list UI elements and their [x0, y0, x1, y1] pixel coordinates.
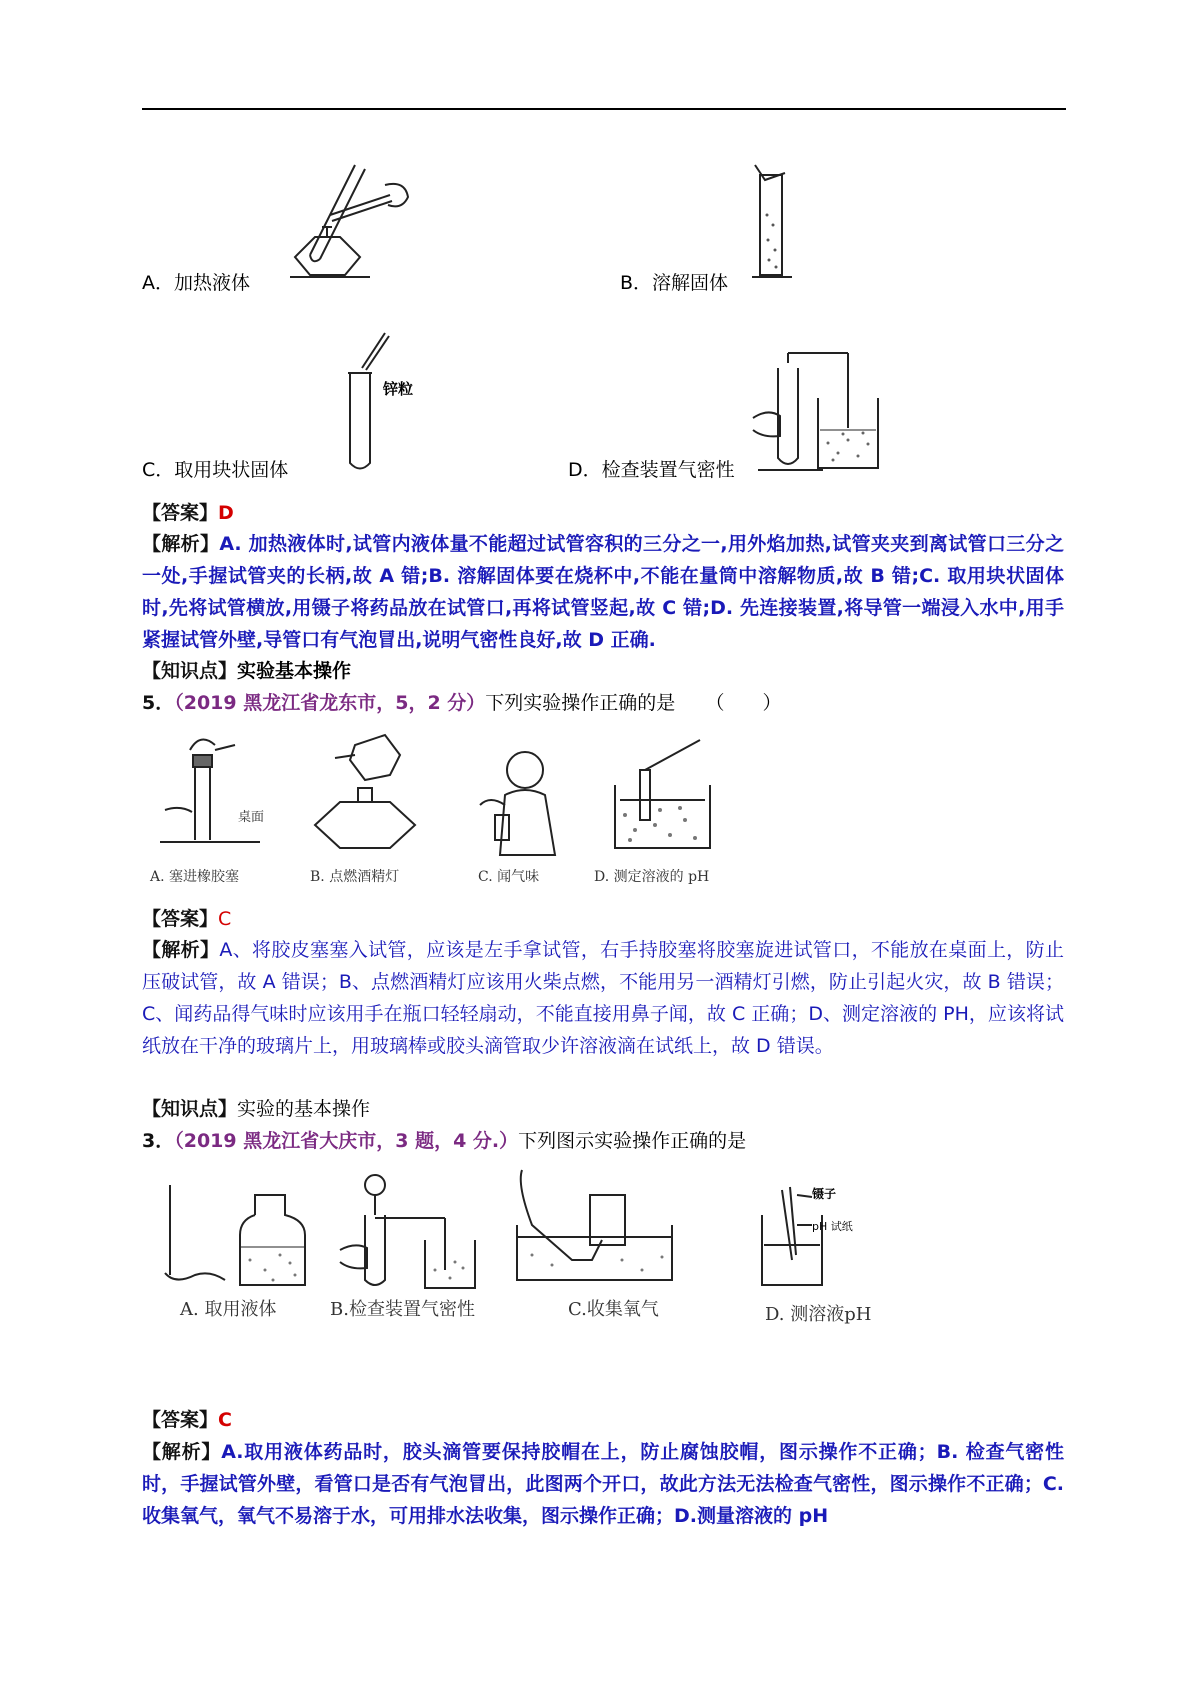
q3-caption-c: C.收集氧气: [568, 1299, 659, 1320]
q3-caption-d: D. 测溶液pH: [765, 1304, 872, 1325]
q3-caption-a: A. 取用液体: [180, 1299, 277, 1320]
tweezers-label: 镊子: [812, 1187, 837, 1201]
q5-answer: 【答案】C: [142, 908, 232, 930]
q3-image-c-collect-oxygen: [512, 1165, 682, 1285]
desk-label: 桌面: [238, 810, 265, 825]
q3-answer: 【答案】C: [142, 1409, 232, 1431]
q4-image-d-airtightness: [748, 348, 888, 474]
q5-caption-c: C. 闻气味: [478, 869, 540, 885]
q4-option-d: D．检查装置气密性: [568, 459, 735, 481]
header-rule: [142, 108, 1066, 110]
q4-image-a-heating-liquid: [290, 155, 420, 290]
q3-header: 3．（2019 黑龙江省大庆市，3 题，4 分.）下列图示实验操作正确的是: [142, 1130, 747, 1152]
q4-image-c-taking-solid: [340, 328, 450, 476]
q3-caption-b: B.检查装置气密性: [330, 1299, 475, 1320]
q5-image-a-rubber-stopper: [160, 730, 280, 850]
q4-option-c: C．取用块状固体: [142, 459, 289, 481]
q3-analysis: 【解析】A.取用液体药品时，胶头滴管要保持胶帽在上，防止腐蚀胶帽，图示操作不正确；B. 检查气密性时，手握试管外壁，看管口是否有气泡冒出，此图两个开口，故此方法无法检查气密性，图示操作不正确；C.收集氧气，氧气不易溶于水，可用排水法收集，图示操作正确；D.测量溶液的 pH: [142, 1441, 1064, 1527]
q5-knowledge-point: 【知识点】实验的基本操作: [142, 1098, 371, 1120]
q5-image-b-alcohol-lamp: [310, 730, 430, 855]
q5-header: 5．（2019 黑龙江省龙东市，5，2 分）下列实验操作正确的是 （ ）: [142, 692, 782, 714]
q5-image-c-smelling: [460, 745, 570, 860]
q5-caption-d: D. 测定溶液的 pH: [594, 869, 710, 885]
q5-analysis: 【解析】A、将胶皮塞塞入试管，应该是左手拿试管，右手持胶塞将胶塞旋进试管口，不能放在桌面上，防止压破试管，故 A 错误；B、点燃酒精灯应该用火柴点燃，不能用另一酒精灯引燃，防止引起火灾，故 B 错误；C、闻药品得气味时应该用手在瓶口轻轻扇动，不能直接用鼻子闻，故 C 正确；D、测定溶液的 PH，应该将试纸放在干净的玻璃片上，用玻璃棒或胶头滴管取少许溶液滴在试纸上，故 D 错误。: [142, 939, 1064, 1057]
q5-image-d-ph-test: [600, 730, 730, 855]
q4-knowledge-point: 【知识点】实验基本操作: [142, 660, 352, 682]
q4-analysis: 【解析】A. 加热液体时,试管内液体量不能超过试管容积的三分之一,用外焰加热,试管夹夹到离试管口三分之一处,手握试管夹的长柄,故 A 错;B. 溶解固体要在烧杯中,不能在量筒中溶解物质,故 B 错;C. 取用块状固体时,先将试管横放,用镊子将药品放在试管口,再将试管竖起,故 C 错;D. 先连接装置,将导管一端浸入水中,用手紧握试管外壁,导管口有气泡冒出,说明气密性良好,故 D 正确.: [142, 533, 1064, 651]
zinc-label: 锌粒: [383, 380, 414, 398]
q3-image-b-airtightness: [335, 1170, 485, 1295]
q3-image-a-dropper: [155, 1175, 315, 1290]
q4-image-b-dissolving-solid: [740, 155, 800, 285]
ph-paper-label: pH 试纸: [812, 1220, 853, 1233]
q4-option-b: B．溶解固体: [620, 272, 729, 294]
q5-caption-b: B. 点燃酒精灯: [310, 869, 400, 885]
q5-caption-a: A. 塞进橡胶塞: [150, 869, 240, 885]
q4-answer: 【答案】D: [142, 502, 234, 524]
q4-option-a: A．加热液体: [142, 272, 250, 294]
